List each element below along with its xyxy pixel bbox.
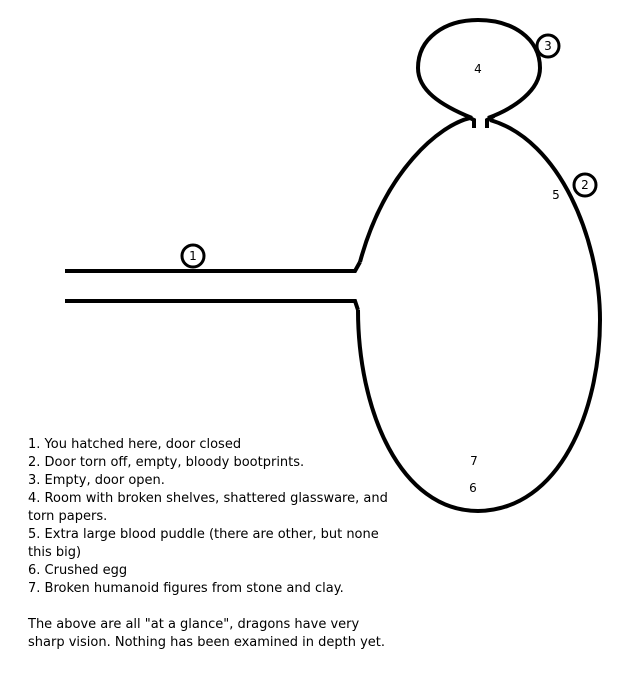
room-number-4: 4 [474,62,482,76]
marker-1-label: 1 [189,249,197,263]
marker-2 [574,174,596,196]
doorway-left-nub [466,116,474,128]
legend-item-5: 5. Extra large blood puddle (there are other, but none this big) [28,527,379,560]
corridor-top-wall [65,262,360,271]
room-number-6: 6 [469,481,477,495]
legend-item-4: 4. Room with broken shelves, shattered glassware, and torn papers. [28,491,388,524]
marker-1 [182,245,204,267]
legend-note: The above are all "at a glance", dragons have very sharp vision. Nothing has been examined in depth yet. [28,617,386,650]
legend [28,436,388,652]
marker-3 [537,35,559,57]
marker-3-label: 3 [544,39,552,53]
large-chamber-wall [358,118,600,511]
corridor-bottom-wall [65,301,358,310]
legend-item-6: 6. Crushed egg [28,563,128,578]
room-number-5: 5 [552,188,560,202]
legend-item-7: 7. Broken humanoid figures from stone and clay. [28,581,344,596]
legend-item-2: 2. Door torn off, empty, bloody bootprints. [28,455,305,470]
marker-2-label: 2 [581,178,589,192]
legend-item-1: 1. You hatched here, door closed [28,437,242,452]
legend-item-3: 3. Empty, door open. [28,473,165,488]
room-number-7: 7 [470,454,478,468]
